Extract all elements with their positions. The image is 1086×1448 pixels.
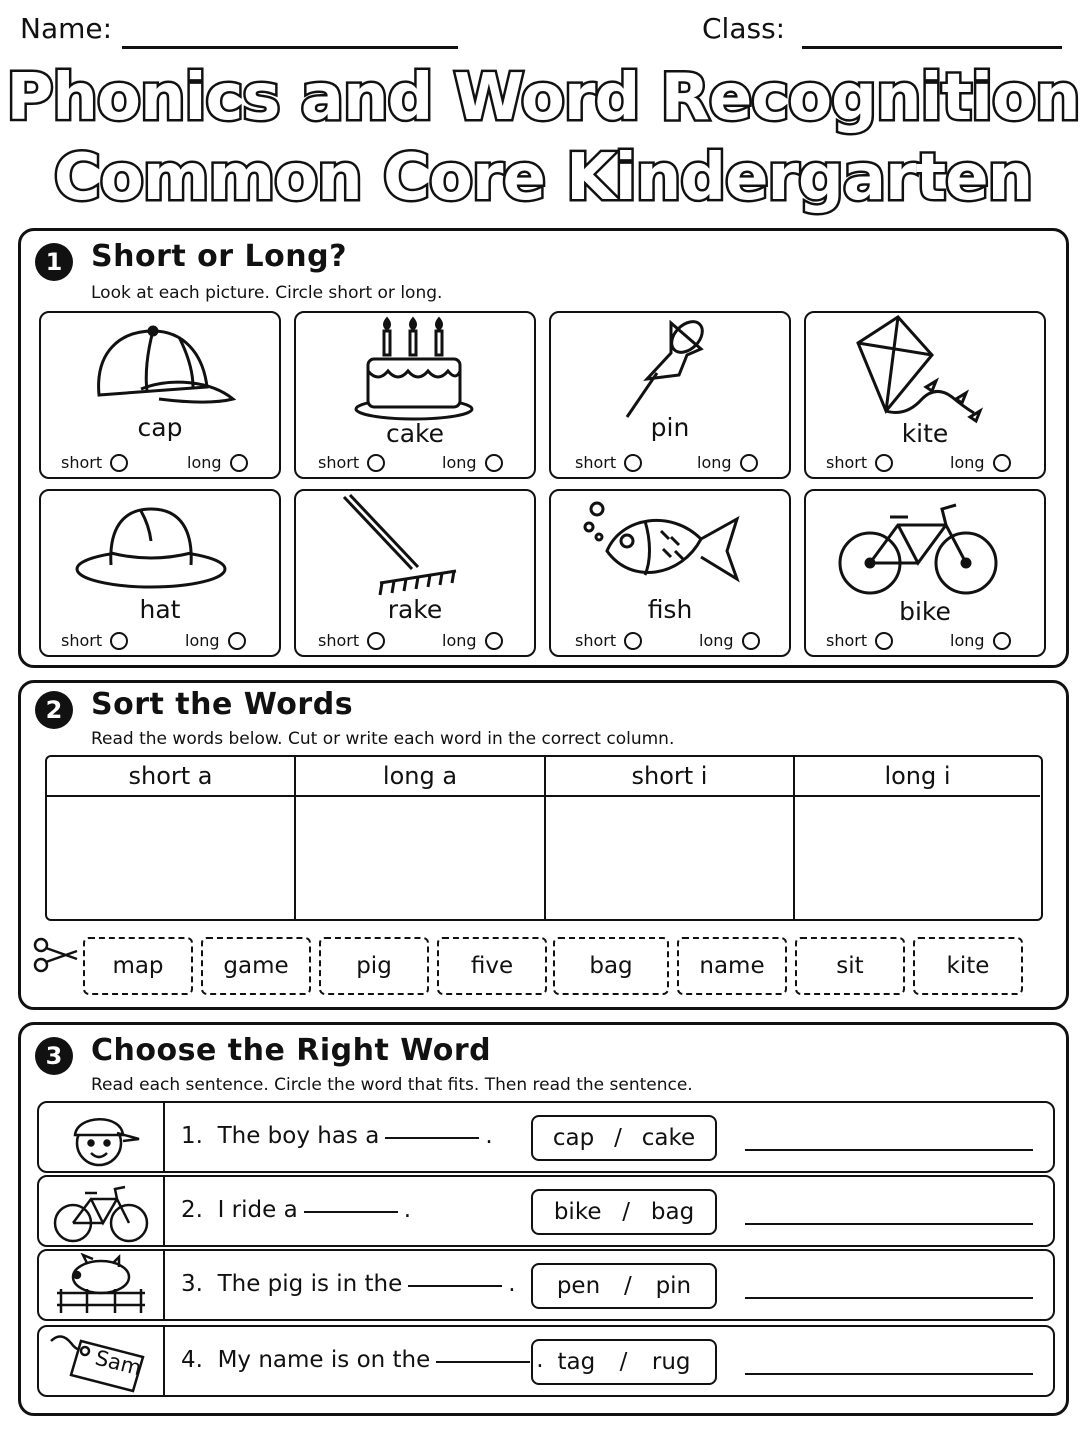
word-card[interactable]: bag	[553, 937, 669, 995]
choice-option[interactable]: pin	[655, 1273, 692, 1299]
class-label: Class:	[702, 12, 786, 45]
write-sentence-line[interactable]	[745, 1149, 1033, 1151]
sort-column[interactable]	[546, 757, 795, 919]
card-word: pin	[650, 413, 690, 442]
card-kite	[804, 311, 1046, 479]
word-choice[interactable]: pen / pin	[531, 1263, 717, 1309]
card-rake	[294, 489, 536, 657]
short-radio[interactable]	[110, 454, 128, 472]
answer-blank[interactable]	[304, 1211, 398, 1213]
choice-option[interactable]: rug	[651, 1349, 691, 1375]
card-word: cake	[385, 419, 445, 448]
section-title: Choose the Right Word	[91, 1033, 492, 1068]
sentence: 3. The pig is in the .	[181, 1271, 516, 1297]
long-option[interactable]: long	[950, 631, 1011, 650]
word-card[interactable]: pig	[319, 937, 429, 995]
card-hat	[39, 489, 281, 657]
short-option[interactable]: short	[575, 453, 642, 472]
long-option[interactable]: long	[442, 631, 503, 650]
long-option[interactable]: long	[697, 453, 758, 472]
answer-blank[interactable]	[436, 1361, 530, 1363]
title-line-1: Phonics and Word Recognition	[6, 61, 1080, 135]
short-radio[interactable]	[624, 632, 642, 650]
short-radio[interactable]	[875, 632, 893, 650]
sentence: 1. The boy has a .	[181, 1123, 493, 1149]
title-line-2: Common Core Kindergarten	[53, 141, 1033, 215]
long-radio[interactable]	[485, 632, 503, 650]
sentence-row	[37, 1101, 1055, 1173]
word-card[interactable]: name	[677, 937, 787, 995]
sort-column[interactable]	[296, 757, 546, 919]
card-cake	[294, 311, 536, 479]
boy-icon	[47, 1105, 155, 1171]
word-card[interactable]: five	[437, 937, 547, 995]
choice-option[interactable]: tag	[557, 1349, 596, 1375]
choice-option[interactable]: cake	[641, 1125, 696, 1151]
choice-option[interactable]: pen	[556, 1273, 601, 1299]
answer-blank[interactable]	[385, 1137, 479, 1139]
sort-column[interactable]	[795, 757, 1040, 919]
long-radio[interactable]	[993, 454, 1011, 472]
short-option[interactable]: short	[61, 453, 128, 472]
card-fish	[549, 489, 791, 657]
long-option[interactable]: long	[699, 631, 760, 650]
short-option[interactable]: short	[61, 631, 128, 650]
card-word: fish	[647, 595, 693, 624]
long-option[interactable]: long	[442, 453, 503, 472]
short-option[interactable]: short	[575, 631, 642, 650]
sort-column[interactable]	[47, 757, 296, 919]
tag-icon	[47, 1329, 155, 1395]
long-option[interactable]: long	[187, 453, 248, 472]
long-radio[interactable]	[993, 632, 1011, 650]
long-option[interactable]: long	[950, 453, 1011, 472]
long-radio[interactable]	[742, 632, 760, 650]
bike-icon	[47, 1179, 155, 1245]
column-header: short i	[546, 757, 793, 797]
sentence: 4. My name is on the .	[181, 1347, 544, 1373]
name-field[interactable]	[122, 46, 458, 49]
column-header: short a	[47, 757, 294, 797]
tag-text: Sam	[92, 1345, 144, 1381]
row-divider	[163, 1177, 165, 1245]
scissors-icon	[31, 935, 81, 975]
section-instruction: Read each sentence. Circle the word that fits. Then read the sentence.	[91, 1075, 693, 1095]
choice-option[interactable]: cap	[552, 1125, 595, 1151]
long-radio[interactable]	[228, 632, 246, 650]
sentence: 2. I ride a .	[181, 1197, 411, 1223]
rake-icon	[296, 491, 538, 611]
section-number: 1	[35, 243, 73, 281]
write-sentence-line[interactable]	[745, 1223, 1033, 1225]
bike-icon	[806, 491, 1048, 611]
section-instruction: Read the words below. Cut or write each word in the correct column.	[91, 729, 675, 749]
card-word: hat	[139, 595, 181, 624]
hat-icon	[41, 491, 283, 611]
choice-option[interactable]: bag	[650, 1199, 695, 1225]
pig-icon	[47, 1253, 155, 1319]
write-sentence-line[interactable]	[745, 1297, 1033, 1299]
word-card[interactable]: sit	[795, 937, 905, 995]
row-divider	[163, 1103, 165, 1171]
long-radio[interactable]	[485, 454, 503, 472]
sentence-row	[37, 1175, 1055, 1247]
short-radio[interactable]	[624, 454, 642, 472]
short-option[interactable]: short	[826, 453, 893, 472]
section-title: Sort the Words	[91, 687, 354, 722]
section-number: 2	[35, 691, 73, 729]
write-sentence-line[interactable]	[745, 1373, 1033, 1375]
word-choice[interactable]: tag / rug	[531, 1339, 717, 1385]
kite-icon	[806, 313, 1048, 433]
section-short-or-long	[18, 228, 1069, 668]
row-divider	[163, 1251, 165, 1319]
sentence-row	[37, 1249, 1055, 1321]
short-option[interactable]: short	[318, 453, 385, 472]
answer-blank[interactable]	[408, 1285, 502, 1287]
card-word: kite	[901, 419, 949, 448]
card-word: cap	[137, 413, 183, 442]
card-word: rake	[387, 595, 443, 624]
word-choice[interactable]: bike / bag	[531, 1189, 717, 1235]
card-cap	[39, 311, 281, 479]
cake-icon	[296, 313, 538, 433]
word-choice[interactable]: cap / cake	[531, 1115, 717, 1161]
name-label: Name:	[20, 12, 113, 45]
row-divider	[163, 1327, 165, 1395]
header	[20, 12, 1066, 52]
short-radio[interactable]	[367, 454, 385, 472]
section-number: 3	[35, 1037, 73, 1075]
long-radio[interactable]	[230, 454, 248, 472]
column-header: long a	[296, 757, 544, 797]
sentence-row	[37, 1325, 1055, 1397]
sort-table	[45, 755, 1043, 921]
choice-option[interactable]: bike	[553, 1199, 602, 1225]
class-field[interactable]	[802, 46, 1062, 49]
section-sort-words	[18, 680, 1069, 1010]
word-card[interactable]: map	[83, 937, 193, 995]
column-header: long i	[795, 757, 1040, 797]
long-radio[interactable]	[740, 454, 758, 472]
short-radio[interactable]	[367, 632, 385, 650]
long-option[interactable]: long	[185, 631, 246, 650]
short-option[interactable]: short	[318, 631, 385, 650]
section-choose-word	[18, 1022, 1069, 1416]
card-pin	[549, 311, 791, 479]
fish-icon	[551, 491, 793, 611]
section-title: Short or Long?	[91, 239, 347, 274]
short-option[interactable]: short	[826, 631, 893, 650]
short-radio[interactable]	[110, 632, 128, 650]
word-card[interactable]: kite	[913, 937, 1023, 995]
card-bike	[804, 489, 1046, 657]
short-radio[interactable]	[875, 454, 893, 472]
section-instruction: Look at each picture. Circle short or long.	[91, 283, 443, 303]
word-card[interactable]: game	[201, 937, 311, 995]
card-word: bike	[899, 597, 951, 626]
